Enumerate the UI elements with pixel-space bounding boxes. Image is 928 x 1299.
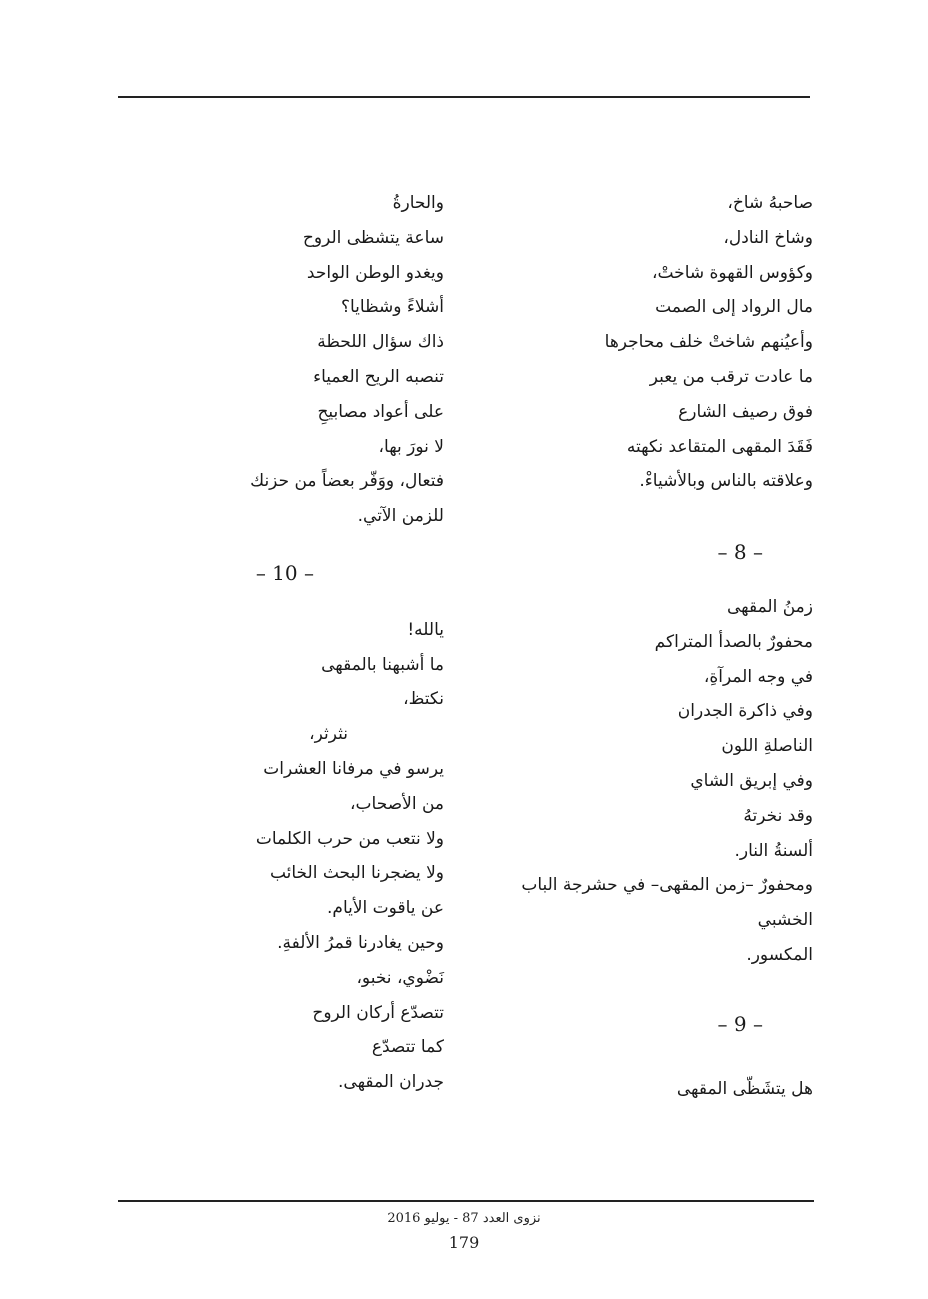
poem-line: في وجه المرآةِ، [703,666,813,687]
poem-line: وفي ذاكرة الجدران [677,701,813,722]
poem-line: عن ياقوت الأيام. [327,898,444,919]
poem-line: وحين يغادرنا قمرُ الألفةِ. [277,932,444,953]
poem-line: والحارةُ [392,193,444,213]
poem-line: نكتظ، [403,689,444,710]
poem-line: محفورٌ بالصدأ المتراكم [654,631,813,652]
poem-column-left [184,186,444,1100]
poem-line: نثرثر، [309,724,348,745]
poem-line: تنصبه الريح العمياء [313,366,444,387]
poem-line: أشلاءً وشظايا؟ [340,297,444,318]
section-number-9: – 9 – [717,1011,763,1036]
footer-rule [118,1200,814,1202]
stanza-gap [184,591,444,613]
poem-line: فَقَدَ المقهى المتقاعد نكهته [626,436,813,457]
poem-line: وفي إبريق الشاي [690,770,813,791]
poem-line: ما عادت ترقب من يعبر [649,366,813,387]
header-rule [118,96,810,98]
stanza-gap [473,973,813,1007]
poem-line: يرسو في مرفانا العشرات [263,758,444,779]
poem-line: ولا نتعب من حرب الكلمات [255,828,444,849]
stanza-gap [473,1042,813,1072]
poem-line: وعلاقته بالناس وبالأشياءْ. [639,471,813,492]
poem-line: صاحبهُ شاخ، [727,193,813,213]
poem-line: المكسور. [746,944,813,965]
poem-line: لا نورَ بها، [378,436,444,457]
poem-line: للزمن الآتي. [357,506,444,527]
poem-line: جدران المقهى. [338,1072,444,1093]
poem-line: فتعال، ووَفّر بعضاً من حزنك [250,471,444,492]
poem-line: ولا يضجرنا البحث الخائب [269,863,444,884]
section-number-8: – 8 – [717,540,763,565]
poem-line: نَضْوي، نخبو، [356,967,444,988]
poem-line: مال الرواد إلى الصمت [655,297,813,318]
poem-line: ومحفورٌ –زمن المقهى– في حشرجة الباب [521,875,813,896]
poem-line: هل يتشَظّى المقهى [676,1078,813,1099]
poem-line: وشاخ النادل، [723,227,813,248]
poem-line: وأعيُنهم شاختْ خلف محاجرها [604,332,813,353]
poem-line: فوق رصيف الشارع [678,401,813,422]
poem-line: ذاك سؤال اللحظة [317,332,444,353]
poem-line: الناصلةِ اللون [721,736,813,757]
page-number: 179 [448,1233,480,1252]
poem-line: على أعواد مصابيحِ [317,401,444,422]
poem-line: ألسنةُ النار. [734,840,813,861]
poem-line: كما تتصدّع [371,1037,444,1058]
stanza-gap [184,534,444,556]
poem-line: يالله! [407,619,444,640]
poem-line: من الأصحاب، [350,793,444,814]
poem-line: ويغدو الوطن الواحد [306,262,444,283]
poem-line: زمنُ المقهى [727,596,813,617]
poem-line: تتصدّع أركان الروح [312,1002,444,1023]
stanza-gap [473,570,813,590]
poem-line: ما أشبهنا بالمقهى [321,654,444,675]
poem-line: وكؤوس القهوة شاختْ، [652,262,813,283]
footer-issue: نزوى العدد 87 - يوليو 2016 [387,1211,541,1226]
poem-line: ساعة يتشظى الروح [302,227,444,248]
section-number-10: – 10 – [255,560,314,585]
poem-column-right [473,186,813,1106]
poem-line: الخشبي [757,910,813,931]
stanza-gap [473,499,813,535]
poem-line: وقد نخرتهُ [743,805,813,826]
